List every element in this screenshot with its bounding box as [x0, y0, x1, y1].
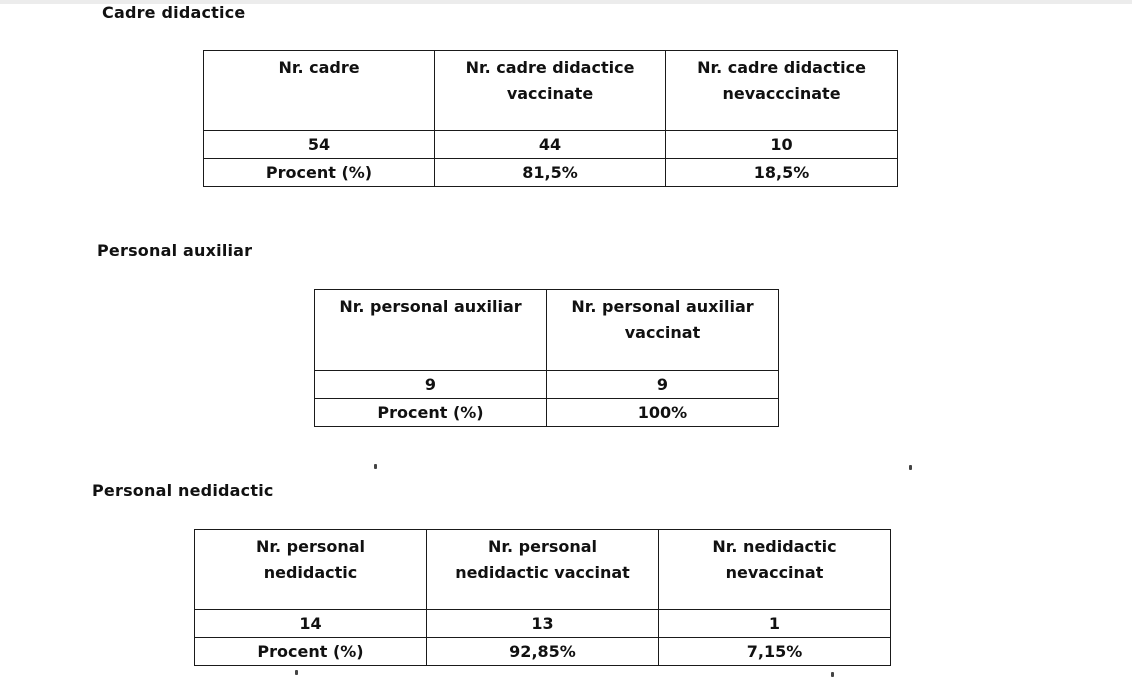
- table-row-counts: [204, 131, 898, 159]
- count-cell: 9: [547, 371, 779, 399]
- table-header-row: [204, 51, 898, 131]
- section-title-personal-nedidactic: Personal nedidactic: [92, 481, 274, 500]
- percent-label-cell: Procent (%): [195, 638, 427, 666]
- percent-cell: 92,85%: [427, 638, 659, 666]
- table-header-row: [195, 530, 891, 610]
- header-cell: Nr. cadre: [204, 51, 435, 131]
- percent-cell: 7,15%: [659, 638, 891, 666]
- header-cell: Nr. personal auxiliar vaccinat: [547, 290, 779, 371]
- table-header-row: [315, 290, 779, 371]
- scan-speck: [909, 465, 912, 470]
- table-cadre-didactice: [203, 50, 898, 187]
- percent-cell: 100%: [547, 399, 779, 427]
- count-cell: 13: [427, 610, 659, 638]
- header-cell: Nr. cadre didactice vaccinate: [435, 51, 666, 131]
- header-cell: Nr. cadre didactice nevacccinate: [666, 51, 898, 131]
- table-row-counts: [195, 610, 891, 638]
- scan-speck: [374, 464, 377, 469]
- section-title-personal-auxiliar: Personal auxiliar: [97, 241, 253, 260]
- table-row-percent: [204, 159, 898, 187]
- count-cell: 44: [435, 131, 666, 159]
- count-cell: 10: [666, 131, 898, 159]
- percent-label-cell: Procent (%): [204, 159, 435, 187]
- scan-speck: [295, 670, 298, 675]
- header-cell: Nr. personal auxiliar: [315, 290, 547, 371]
- count-cell: 14: [195, 610, 427, 638]
- count-cell: 54: [204, 131, 435, 159]
- header-cell: Nr. nedidactic nevaccinat: [659, 530, 891, 610]
- count-cell: 9: [315, 371, 547, 399]
- table-row-percent: [315, 399, 779, 427]
- percent-cell: 81,5%: [435, 159, 666, 187]
- header-cell: Nr. personal nedidactic: [195, 530, 427, 610]
- scan-speck: [831, 672, 834, 677]
- header-cell: Nr. personal nedidactic vaccinat: [427, 530, 659, 610]
- table-personal-nedidactic: [194, 529, 891, 666]
- section-title-cadre-didactice: Cadre didactice: [102, 3, 246, 22]
- table-row-percent: [195, 638, 891, 666]
- table-personal-auxiliar: [314, 289, 779, 427]
- count-cell: 1: [659, 610, 891, 638]
- table-row-counts: [315, 371, 779, 399]
- percent-cell: 18,5%: [666, 159, 898, 187]
- percent-label-cell: Procent (%): [315, 399, 547, 427]
